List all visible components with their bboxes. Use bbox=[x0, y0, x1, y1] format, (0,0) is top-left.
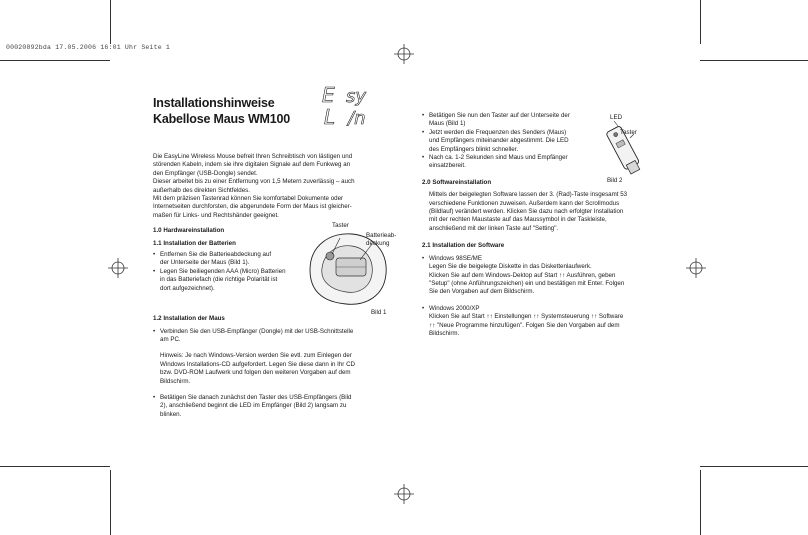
list-item bbox=[422, 255, 662, 297]
svg-text:L: L bbox=[324, 105, 336, 129]
list-item: • Betätigen Sie nun den Taster auf der Unterseite der Maus (Bild 1) bbox=[422, 112, 592, 129]
svg-text:/n: /n bbox=[348, 108, 366, 129]
list-item: • Verbinden Sie den USB-Empfänger (Dongle) mit der USB-Schnittstelle am PC. bbox=[153, 328, 403, 345]
dongle-steps bbox=[153, 394, 403, 419]
list-item: • Nach ca. 1-2 Sekunden sind Maus und Empfänger einsatzbereit. bbox=[422, 154, 592, 171]
registration-mark-left bbox=[108, 258, 128, 278]
section-heading-hardware: 1.0 Hardwareinstallation bbox=[153, 227, 225, 235]
section-heading-software: 2.0 Softwareinstallation bbox=[422, 178, 492, 186]
list-item: • Betätigen Sie danach zunächst den Taster des USB-Empfängers (Bild 2), anschließend beginnt die LED im Empfänger (Bild 2) langsam zu blinken. bbox=[153, 394, 403, 419]
list-item: • Legen Sie beiliegenden AAA (Micro) Batterien in das Batteriefach (die richtige Polarität ist dort aufgezeichnet). bbox=[153, 268, 303, 293]
section-heading-batteries: 1.1 Installation der Batterien bbox=[153, 239, 236, 247]
list-item: • Jetzt werden die Frequenzen des Senders (Maus) und Empfängers miteinander abgestimmt. Die LED des Empfängers blinkt schneller. bbox=[422, 129, 592, 154]
fig2-led-label: LED bbox=[610, 114, 623, 121]
registration-mark-bottom bbox=[394, 484, 414, 504]
fig1-taster-label: Taster bbox=[332, 222, 349, 229]
pairing-steps bbox=[422, 112, 592, 171]
mouse-steps bbox=[153, 328, 403, 345]
os-text-98: Legen Sie die beigelegte Diskette in das Diskettenlaufwerk. Klicken Sie auf dem Windows-Dektop auf Start ↑↑ Ausführen, geben "Setup" (ohne Anführungszeichen) ein und bestätigen mit Enter. Folgen Sie den Vorgaben auf dem Bildschirm. bbox=[429, 263, 625, 296]
list-item bbox=[422, 305, 662, 339]
print-info-line: 00020892bda 17.05.2006 16:01 Uhr Seite 1 bbox=[6, 44, 171, 51]
title-line-2: Kabellose Maus WM100 bbox=[153, 111, 291, 126]
svg-text:E: E bbox=[322, 83, 335, 107]
registration-mark-top bbox=[394, 44, 414, 64]
fig1-caption: Bild 1 bbox=[371, 309, 387, 316]
easyline-logo bbox=[318, 80, 380, 130]
document-title bbox=[153, 96, 290, 127]
fig2-caption: Bild 2 bbox=[607, 177, 623, 184]
os-text-xp: Klicken Sie auf Start ↑↑ Einstellungen ↑↑ Systemsteuerung ↑↑ Software ↑↑ "Neue Programme hinzufügen". Folgen Sie den Vorgaben auf dem Bildschirm. bbox=[429, 313, 624, 337]
windows-cd-note: Hinweis: Je nach Windows-Version werden Sie evtl. zum Einlegen der Windows Installations-CD aufgefordert. Legen Sie diese dann in Ihr CD bzw. DVD-ROM Laufwerk und folgen den weiteren Vorgaben auf dem Bildschirm. bbox=[160, 352, 356, 385]
fig2-taster-label: Taster bbox=[620, 129, 637, 136]
os-steps bbox=[422, 255, 662, 339]
intro-paragraph: Die EasyLine Wireless Mouse befreit Ihren Schreibtisch von lästigen und störenden Kabeln, indem sie ihre digitalen Signale auf dem Funkweg an den Empfänger (USB-Dongle) sendet. Dieser arbeitet bis zu einer Entfernung von 1,5 Metern zuverlässig – auch außerhalb des direkten Sichtfeldes. Mit dem präzisen Tastenrad können Sie komfortabel Dokumente oder Internetseiten durchforsten, die abgerundete Form der Maus ist gleicher- maßen für Links- und Rechtshänder geeignet. bbox=[153, 153, 355, 219]
software-paragraph: Mittels der beigelegten Software lassen der 3. (Rad)-Taste insgesamt 53 verschiedene Funktionen zuweisen. Außerdem kann der Scrollmodus (Bildlauf) verändert werden. Klicken Sie dazu nach erfolgter Installation mit der rechten Maustaste auf das Maussymbol in der Taskleiste, anschließend mit der linken Taste auf "Setting". bbox=[429, 191, 628, 232]
section-heading-software-install: 2.1 Installation der Software bbox=[422, 242, 505, 250]
list-item: • Entfernen Sie die Batterieabdeckung auf der Unterseite der Maus (Bild 1). bbox=[153, 251, 303, 268]
fig1-cover-label: Batterieab- deckung bbox=[366, 232, 397, 247]
section-heading-mouse: 1.2 Installation der Maus bbox=[153, 315, 225, 323]
title-line-1: Installationshinweise bbox=[153, 96, 275, 110]
os-title-xp: • Windows 2000/XP bbox=[429, 304, 480, 312]
svg-text:sy: sy bbox=[346, 86, 367, 107]
battery-steps bbox=[153, 251, 303, 293]
registration-mark-right bbox=[686, 258, 706, 278]
os-title-98: • Windows 98SE/ME bbox=[429, 254, 482, 262]
